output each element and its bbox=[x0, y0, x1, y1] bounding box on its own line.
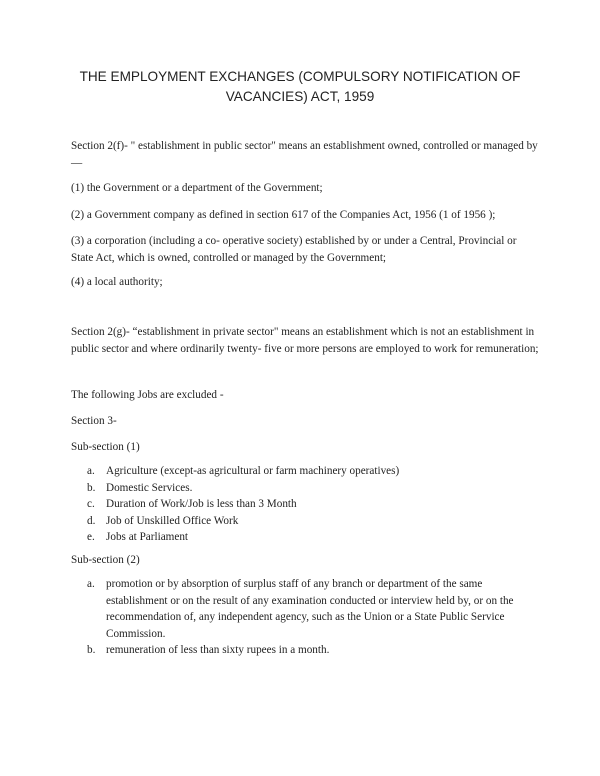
list-item-text: Duration of Work/Job is less than 3 Month bbox=[106, 498, 297, 510]
list-item bbox=[71, 513, 541, 530]
list-item-text: Agriculture (except-as agricultural or farm machinery operatives) bbox=[106, 465, 400, 477]
list-item-text: remuneration of less than sixty rupees in a month. bbox=[106, 644, 330, 656]
document-title bbox=[70, 67, 530, 107]
section-2g-definition: Section 2(g)- “establishment in private sector" means an establishment which is not an establishment in public sector and where ordinarily twenty- five or more persons are employed to work for remuneration; bbox=[71, 326, 539, 355]
title-line-2: VACANCIES) ACT, 1959 bbox=[225, 89, 375, 104]
list-item-text: Jobs at Parliament bbox=[106, 531, 189, 543]
section-2f-definition: Section 2(f)- " establishment in public sector" means an establishment owned, controlled or managed by— bbox=[71, 140, 538, 169]
section-2f-item-4: (4) a local authority; bbox=[71, 276, 163, 288]
list-item bbox=[71, 642, 541, 659]
subsection-1-list bbox=[71, 463, 541, 546]
section-2f-item-1: (1) the Government or a department of the Government; bbox=[71, 182, 323, 194]
list-item-text: promotion or by absorption of surplus staff of any branch or department of the same establishment or on the result of any examination conducted or interview held by, or on the recommendation of, any independent agency, such as the Union or a State Public Service Commission. bbox=[106, 578, 514, 640]
list-item-text: Job of Unskilled Office Work bbox=[106, 514, 239, 527]
list-marker: c. bbox=[87, 498, 95, 510]
list-item-text: Domestic Services. bbox=[106, 481, 193, 494]
list-marker: b. bbox=[87, 481, 96, 494]
list-item bbox=[71, 463, 541, 480]
section-3-heading: Section 3- bbox=[71, 415, 117, 427]
subsection-2-list bbox=[71, 576, 541, 659]
list-marker: a. bbox=[87, 578, 95, 590]
list-marker: d. bbox=[87, 514, 96, 527]
excluded-jobs-intro: The following Jobs are excluded - bbox=[71, 389, 224, 401]
section-2f-item-3: (3) a corporation (including a co- operative society) established by or under a Central, Provincial or State Act, which is owned, controlled or managed by the Government; bbox=[71, 235, 517, 264]
title-line-1: THE EMPLOYMENT EXCHANGES (COMPULSORY NOTIFICATION OF bbox=[79, 69, 521, 84]
section-2f-item-2: (2) a Government company as defined in section 617 of the Companies Act, 1956 (1 of 1956 ); bbox=[71, 209, 496, 221]
list-marker: e. bbox=[87, 531, 95, 543]
list-item bbox=[71, 576, 541, 642]
list-item bbox=[71, 480, 541, 497]
subsection-2-heading: Sub-section (2) bbox=[71, 554, 140, 566]
list-marker: b. bbox=[87, 644, 96, 656]
list-item bbox=[71, 496, 541, 513]
list-item bbox=[71, 529, 541, 546]
list-marker: a. bbox=[87, 465, 95, 477]
subsection-1-heading: Sub-section (1) bbox=[71, 441, 140, 453]
